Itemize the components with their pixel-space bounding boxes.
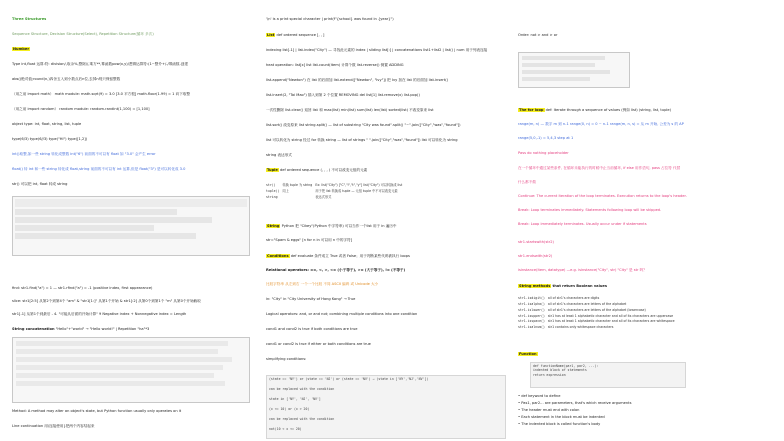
code-line: (x <= 10) or (x > 20) xyxy=(269,407,310,411)
code-screenshot-1 xyxy=(12,196,250,256)
tuple-table-row xyxy=(266,182,510,200)
list-def: def ordered sequence [, , ] xyxy=(276,33,325,37)
range-row xyxy=(518,122,780,127)
number-notes xyxy=(12,62,258,197)
column-collections xyxy=(266,0,510,441)
subtitle-structures: Sequence Structure, Decision Structure(Select), Repetition Structure(循环 多次) xyxy=(12,32,154,36)
method-name: str1.isalpha() xyxy=(518,301,545,306)
list-note: list.insert(2, "Tai Mao") 插入到第 2 个位置 REMOVING del list[1] list.remove(x) list.pop() xyxy=(266,93,420,97)
method-desc: str1 has at least 1 alphabetic character and all of its characters are whitespace xyxy=(547,319,675,324)
simplify-code xyxy=(266,375,506,439)
continuation-row xyxy=(12,424,258,429)
control-note: 什么都不做 xyxy=(518,180,536,184)
table-cell: Ex: list("City") ["C","i","t","y"] list("City") 可以转换成 list xyxy=(315,182,403,187)
heading-three-structures xyxy=(12,17,258,22)
order-row xyxy=(518,33,780,38)
method-row xyxy=(12,409,258,414)
range-row-2 xyxy=(518,136,780,141)
relational-row xyxy=(266,268,510,273)
method-line: Method: A method may alter an object's state, but Python function usually only operates on it xyxy=(12,409,182,413)
string-methods-label: String methods xyxy=(519,284,551,288)
str1-line: str1[-1] 从第1个到最后 - 4. "可能从后面的开始计算" 9 Negative index + Nonnegative index = Length xyxy=(12,312,187,316)
column-control-flow xyxy=(518,0,780,441)
table-cell: tuple() xyxy=(266,188,280,193)
control-note: 在一个循环中通过某些条件, 在循环未能执行的时候中止当前循环, if else 用作语句, pass 占位符 代替 xyxy=(518,166,681,170)
slice-line: slice: str1[2:5] 从第2个到第4个 "am" & "str1[1:]" 从第1个开始 & str1[:2] 从第0个到第1个 "m" 从第0个开始截取 xyxy=(12,299,201,303)
continuation-line: Line continuation 用\连接使用}把两个内容结起来 xyxy=(12,424,95,428)
string-methods-table xyxy=(518,295,678,330)
note-line: type(6/3) type(6//3) type("Hi") type([1,2]) xyxy=(12,137,88,141)
note-line: Type int,float 运算:符: division/,取余%,整除//,乘方**,幂函数pow(x,y)/逻辑运算符:(1~整介+/-/幂函数-创建 xyxy=(12,62,188,66)
list-note: 一次性删除 list.clear() 返回 list 和 max(list) min(list) sum(list) len(list) sorted(list) 不改变原来 list xyxy=(266,108,434,112)
method-name: str1.islower() xyxy=(518,307,545,312)
method-desc: all of str1's characters are digits xyxy=(547,295,600,300)
bullet-item: • def keyword to define xyxy=(518,394,561,398)
function-label: Function xyxy=(519,352,537,356)
method-name: str1.isalnum() xyxy=(518,325,545,330)
table-row xyxy=(518,313,678,319)
string-label: String xyxy=(267,224,280,228)
pass-row xyxy=(518,151,780,156)
control-note: Break: Loop immediately terminates. Usually occur under if statements xyxy=(518,222,647,226)
method-name: str1.isupper() xyxy=(518,313,545,318)
table-row xyxy=(518,319,678,325)
list-note: heat operation: list[x] list list.count(item) 计算个数 list.reverse() 倒置 ADDING xyxy=(266,63,404,67)
method-name: str1.isspace() xyxy=(518,319,545,324)
condition-note: simplifying conditions: xyxy=(266,357,307,361)
tuple-label: Tuple xyxy=(267,168,278,172)
heading-structures-sub xyxy=(12,32,258,37)
tuple-table xyxy=(266,182,405,200)
control-note: Continue: The current iteration of the loop terminates. Execution returns to the loop's header. xyxy=(518,194,687,198)
number-label-row xyxy=(12,47,258,52)
method-desc: str1 contains only whitespace characters xyxy=(547,325,614,330)
table-cell: string xyxy=(266,194,278,199)
conditions-text: def evaluate 条件成立 True 或者 False；用于判断某些代码被执行 loops xyxy=(290,254,410,258)
table-cell: 同上 xyxy=(282,188,289,193)
range-line-2: range(5,0,-1) = 5,4,3 step at 1 xyxy=(518,136,574,140)
table-row xyxy=(266,188,405,194)
table-row xyxy=(518,325,678,331)
title-three-structures: Three Structures xyxy=(12,17,47,21)
bullet-item: • The header must end with colon xyxy=(518,408,580,412)
for-loop-row xyxy=(518,108,780,113)
table-cell xyxy=(282,194,315,200)
string-def-row xyxy=(266,224,510,229)
method-desc: all of str1's characters are letters of the alphabet (lowercase) xyxy=(547,307,646,312)
note-line: object type: int, float, string, list, tuple xyxy=(12,122,82,126)
method-desc: str1 has at least 1 alphabetic character and all of its characters are uppercase xyxy=(547,313,674,318)
note-line: str() 可以把 int, float 转成 string xyxy=(12,182,68,186)
code-line: return expression xyxy=(533,372,566,377)
condition-note: Logical operators: and, or and not; combining multiple conditions into one condition xyxy=(266,312,418,316)
loop-control-notes xyxy=(518,166,780,236)
range-line: range(m, n) — 数字 m 到 n-1 range(0, n) = 0 ~ n-1 range(m, n, s) = 从 m 开始, 公差为 s 的 AP xyxy=(518,122,684,126)
table-cell: str() xyxy=(266,182,276,187)
string-methods-row xyxy=(518,284,780,289)
table-row xyxy=(266,194,405,200)
bullet-item: • Each statement in the block must be indented xyxy=(518,415,605,419)
slice-row xyxy=(12,299,258,304)
function-code xyxy=(530,362,686,388)
note-line: （用之前 import random） random module: random.randint(1,100) = [1,100] xyxy=(12,107,150,111)
startswith-line: str1.startswith(str2) xyxy=(518,240,554,244)
list-note: list.sort() 改变原来 list string.split() — list of substring "City was found".split() "~".join(["City","was","found"]) xyxy=(266,123,461,127)
code-line: state in ['NY', 'NJ', 'NV'] xyxy=(269,397,321,401)
condition-note: 比较字符串 从左到右 一个一个比较 不同 ASCII 编码 或 Unicode 大小 xyxy=(266,282,379,286)
code-line: can be replaced with the condition xyxy=(269,417,335,421)
code-line: not(10 < x <= 20) xyxy=(269,427,302,431)
note-line: abs()绝对值;round(n,)四舍五入到小数点后n位,去掉n则只保留整数 xyxy=(12,77,121,81)
string-methods-title: that return Boolean values xyxy=(552,284,607,288)
startswith-row xyxy=(518,240,780,245)
code-line: can be replaced with the condition xyxy=(269,387,335,391)
isinstance-line: isinstance(item, datatype) —e.g. isinstance("City", str) "City" 是 str 吗？ xyxy=(518,268,647,272)
concat-row xyxy=(12,327,258,332)
order-line: Order: not > and > or xyxy=(518,33,558,37)
conditions-notes xyxy=(266,282,510,372)
concat-text: "Hello"+"world" → "Hello world!" | Repetition "ha"*3 xyxy=(55,327,150,331)
conditions-row xyxy=(266,254,510,259)
code-line: (state == 'NY') or (state == 'NJ') or (state == 'NV') → (state in ['NY','NJ','NV']) xyxy=(269,377,429,381)
table-cell: 转换 tuple 为 string xyxy=(282,182,313,187)
method-desc: all of str1's characters are letters of the alphabet xyxy=(547,301,627,306)
note-line: int()取整,如一些 string 转化成整数 int("6") 前面的不可以有 float 如 "3.0" 会产生 error xyxy=(12,152,156,156)
find-line: find: str1.find("a") = 1 — str1.rfind("a") = -1 (positive index, first appearance) xyxy=(12,286,153,290)
string-methods-table-row xyxy=(518,295,780,330)
bullet-item: • Pas1, par2... are parameters, that's which receive arguments xyxy=(518,401,632,405)
function-notes xyxy=(518,394,780,429)
method-name: str1.isdigit() xyxy=(518,295,545,300)
list-note: string 表达形式 xyxy=(266,153,292,157)
find-row xyxy=(12,286,258,291)
for-loop-def: def: Iterate through a sequence of values (例如 list) (string, list, tuple) xyxy=(545,108,671,112)
function-row xyxy=(518,352,780,357)
code-line: indented block of statements xyxy=(533,368,587,373)
note-line: float() 转 int 和一些 string 转化成 float,string 前面的不可以有 int 运算,但是 float("3") 是可以转化成 3.0 xyxy=(12,167,186,171)
code-screenshot-2 xyxy=(518,52,630,88)
print-line: '\n' is a print special character | print(f"{school} was found in {year}") xyxy=(266,17,394,21)
table-cell: 用于把 list 转换成 tuple — 元组 tuple 中不可以改变元素 xyxy=(315,188,398,193)
string-example: str="Spam & eggs" [n for n in 可以用 n 中的字符] xyxy=(266,238,353,242)
pass-line: Pass do nothing placeholder xyxy=(518,151,569,155)
string-example-row xyxy=(266,238,510,243)
concat-label: String concatenation xyxy=(12,327,55,331)
tuple-def-row xyxy=(266,168,510,173)
relational-line: Relational operators: ==, <, >, <= (小于等于), >= (大于等于), != (不等于) xyxy=(266,268,406,272)
number-label: Number xyxy=(13,47,30,51)
print-row xyxy=(266,17,510,22)
tuple-def: def ordered sequence (, , , ) 不可以改变元组的元素 xyxy=(280,168,368,172)
condition-note: cond1 or cond2 is true if either or both conditions are true xyxy=(266,342,371,346)
isinstance-row xyxy=(518,268,780,273)
condition-note: cond1 and cond2 is true if both conditions are true xyxy=(266,327,358,331)
note-line: （用之前 import math） math module: math.sqrt(9) = 3.0 [3.0 平方根] math.floor(1.99) = 1 向下取整 xyxy=(12,92,190,96)
list-note: list 可以转化为 string 经过 for 转换 string — list of strings " ".join(["City","was","found"]) list 可以转化为 string xyxy=(266,138,458,142)
list-label: List xyxy=(267,33,275,37)
conditions-label: Conditions xyxy=(267,254,289,258)
table-cell: 表达式形式 xyxy=(315,194,332,199)
column-basics xyxy=(12,0,258,441)
bullet-item: • The indented block is called function's body xyxy=(518,422,601,426)
endswith-row xyxy=(518,254,780,259)
str1-row xyxy=(12,312,258,317)
list-note: indexing list[-1] | list.index("City") — 寻找此元素的 index | sliding list[:] | concatenations list1+list2 | list() | num 用于列表连接 xyxy=(266,48,488,52)
operator-table xyxy=(12,337,250,403)
condition-note: in: "City" in "City University of Hong Kong" → True xyxy=(266,297,356,301)
list-notes xyxy=(266,48,510,168)
endswith-line: str1.endswith(str2) xyxy=(518,254,553,258)
for-loop-label: The for loop xyxy=(519,108,544,112)
list-def-row xyxy=(266,33,510,38)
code-line: def functionName(par1, par2, ...): xyxy=(533,364,599,368)
list-note: list.append("Newton") 在 list 的后面加 list.extend(["Newton", "Ivy"]) 把 Ivy 加在 list 的后面加 list.insert() xyxy=(266,78,449,82)
string-text: Python 把 "Cikey"(Python 中字符串) 可以当作一个list 用于 in 遍历中 xyxy=(281,224,397,228)
table-row xyxy=(266,182,405,188)
control-note: Break: Loop terminates immediately. Statements following loop will be skipped. xyxy=(518,208,662,212)
